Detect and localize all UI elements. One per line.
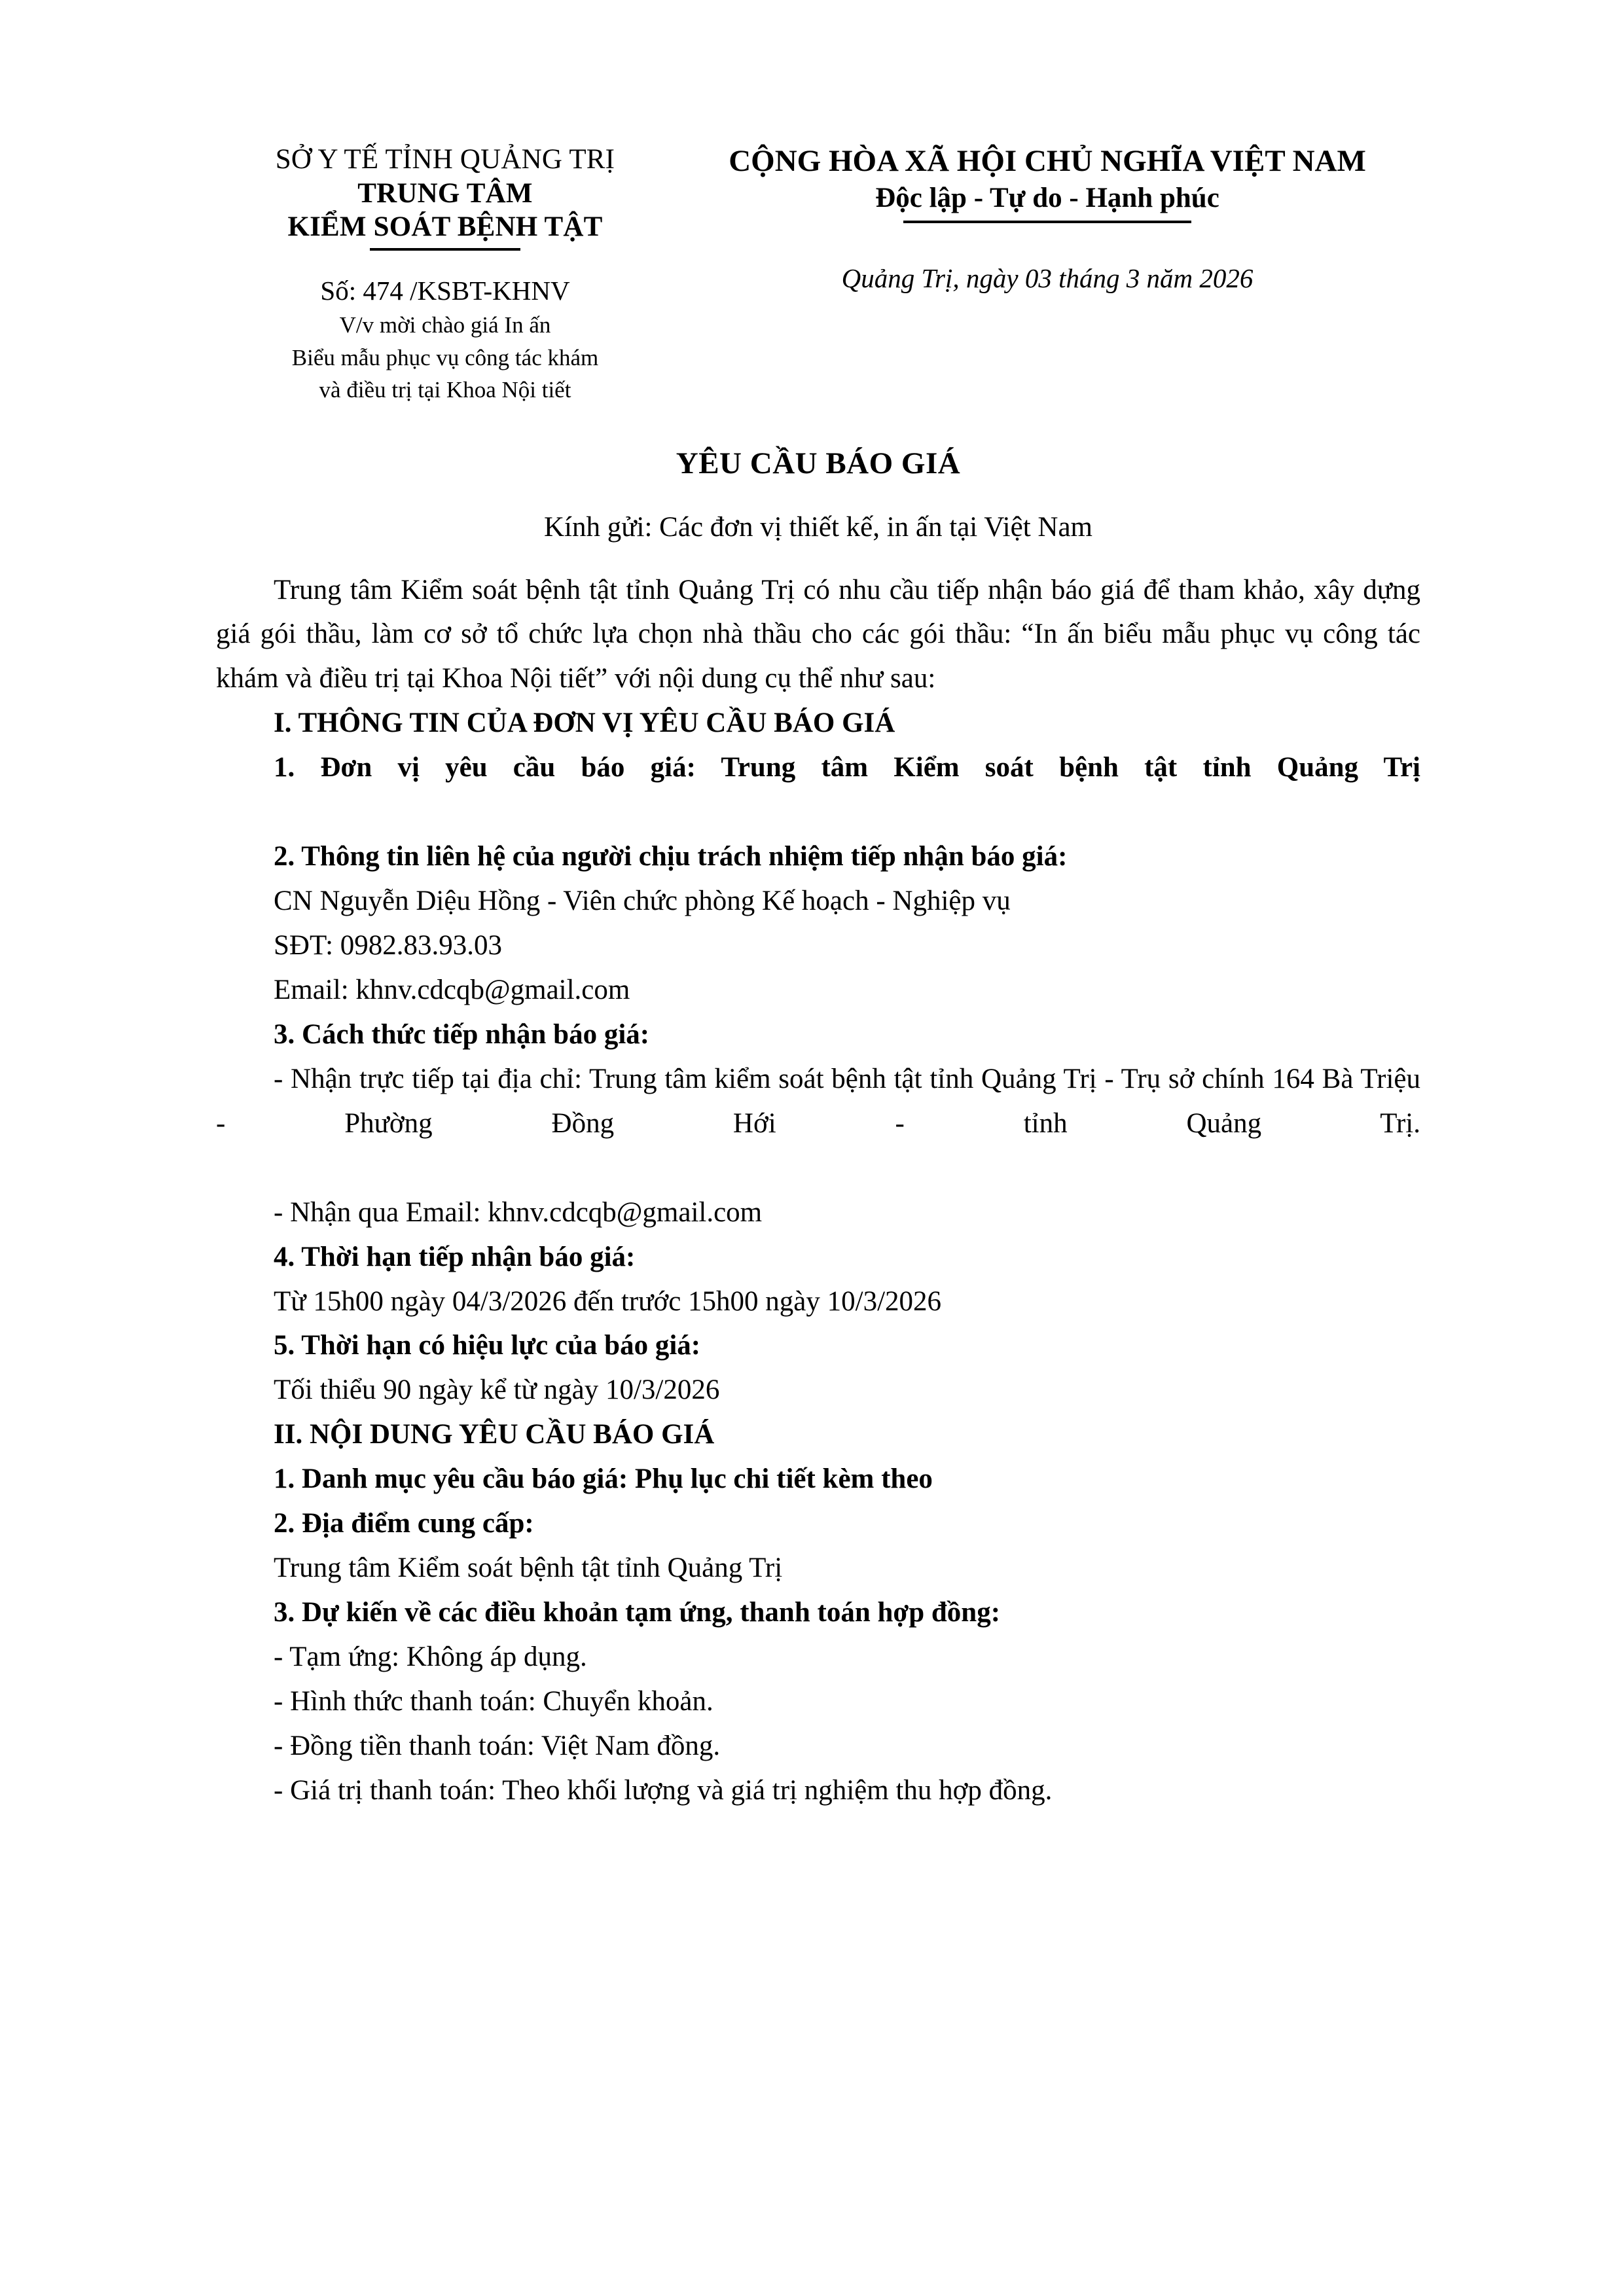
contact-email: Email: khnv.cdcqb@gmail.com	[274, 974, 630, 1005]
national-title: CỘNG HÒA XÃ HỘI CHỦ NGHĨA VIỆT NAM	[729, 144, 1366, 178]
recipient-line: Kính gửi: Các đơn vị thiết kế, in ấn tại Việt Nam	[543, 511, 1093, 543]
section-1-heading: I. THÔNG TIN CỦA ĐƠN VỊ YÊU CẦU BÁO GIÁ	[274, 708, 895, 739]
section-1-item-4-heading: 4. Thời hạn tiếp nhận báo giá:	[274, 1241, 636, 1272]
section-1-item-1: 1. Đơn vị yêu cầu báo giá: Trung tâm Kiểm soát bệnh tật tỉnh Quảng Trị	[274, 752, 1420, 783]
document-number: Số: 474 /KSBT-KHNV	[320, 275, 570, 306]
payment-term-currency: - Đồng tiền thanh toán: Việt Nam đồng.	[274, 1730, 721, 1761]
organization-name-line-2: KIỂM SOÁT BỆNH TẬT	[287, 211, 603, 243]
quote-validity-value: Tối thiểu 90 ngày kể từ ngày 10/3/2026	[274, 1374, 720, 1406]
national-motto: Độc lập - Tự do - Hạnh phúc	[875, 183, 1219, 214]
receive-method-email: - Nhận qua Email: khnv.cdcqb@gmail.com	[274, 1196, 763, 1228]
document-content	[216, 0, 1420, 1813]
issuing-authority-block	[216, 143, 674, 405]
section-1-item-5-heading: 5. Thời hạn có hiệu lực của báo giá:	[274, 1330, 701, 1361]
page-title: YÊU CẦU BÁO GIÁ	[676, 446, 961, 480]
section-1-item-2-heading: 2. Thông tin liên hệ của người chịu trách nhiệm tiếp nhận báo giá:	[274, 841, 1068, 872]
payment-term-advance: - Tạm ứng: Không áp dụng.	[274, 1641, 587, 1673]
document-subject-line-3: và điều trị tại Khoa Nội tiết	[319, 377, 571, 403]
payment-term-value: - Giá trị thanh toán: Theo khối lượng và giá trị nghiệm thu hợp đồng.	[274, 1774, 1053, 1806]
section-2-item-1: 1. Danh mục yêu cầu báo giá: Phụ lục chi tiết kèm theo	[274, 1463, 933, 1495]
section-2-item-3-heading: 3. Dự kiến về các điều khoản tạm ứng, thanh toán hợp đồng:	[274, 1597, 1001, 1628]
document-subject-line-1: V/v mời chào giá In ấn	[339, 312, 551, 338]
supply-location-value: Trung tâm Kiểm soát bệnh tật tỉnh Quảng Trị	[274, 1552, 783, 1584]
national-heading-block	[674, 143, 1420, 294]
document-body	[216, 568, 1420, 1813]
parent-authority-name: SỞ Y TẾ TỈNH QUẢNG TRỊ	[275, 144, 615, 175]
section-2-heading: II. NỘI DUNG YÊU CẦU BÁO GIÁ	[274, 1419, 715, 1450]
intro-paragraph: Trung tâm Kiểm soát bệnh tật tỉnh Quảng Trị có nhu cầu tiếp nhận báo giá để tham khảo, xây dựng giá gói thầu, làm cơ sở tổ chức lựa chọn nhà thầu cho các gói thầu: “In ấn biểu mẫu phục vụ công tác khám và điều trị tại Khoa Nội tiết” với nội dung cụ thể như sau:	[216, 574, 1420, 694]
contact-phone: SĐT: 0982.83.93.03	[274, 930, 503, 961]
document-header	[216, 0, 1420, 405]
receive-method-in-person: - Nhận trực tiếp tại địa chỉ: Trung tâm kiểm soát bệnh tật tỉnh Quảng Trị - Trụ sở chính 164 Bà Triệu - Phường Đồng Hới - tỉnh Quảng Trị.	[216, 1063, 1420, 1139]
header-divider-right	[903, 221, 1191, 223]
section-2-item-2-heading: 2. Địa điểm cung cấp:	[274, 1508, 534, 1539]
header-divider-left	[370, 248, 520, 251]
contact-person-name: CN Nguyễn Diệu Hồng - Viên chức phòng Kế hoạch - Nghiệp vụ	[274, 886, 1011, 917]
submission-deadline-value: Từ 15h00 ngày 04/3/2026 đến trước 15h00 ngày 10/3/2026	[274, 1285, 942, 1317]
payment-term-method: - Hình thức thanh toán: Chuyển khoản.	[274, 1685, 713, 1717]
document-subject-line-2: Biểu mẫu phục vụ công tác khám	[291, 344, 599, 370]
section-1-item-3-heading: 3. Cách thức tiếp nhận báo giá:	[274, 1018, 650, 1050]
place-and-date: Quảng Trị, ngày 03 tháng 3 năm 2026	[841, 263, 1254, 294]
organization-name-line-1: TRUNG TÂM	[357, 177, 533, 209]
